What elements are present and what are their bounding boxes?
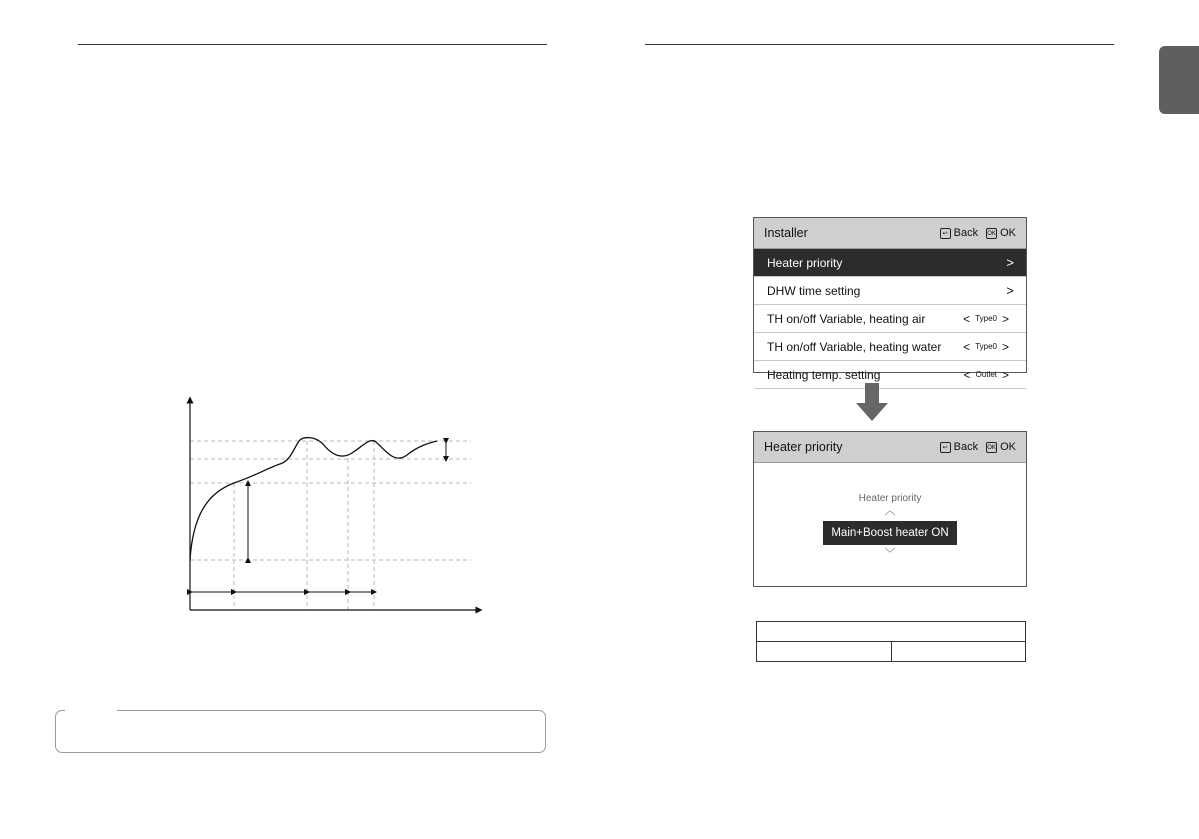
chevron-left-icon[interactable]: <: [963, 339, 971, 354]
menu-item-heater-priority[interactable]: [754, 249, 1026, 277]
note-title-gap: [65, 706, 117, 714]
ok-label: OK: [1000, 441, 1016, 453]
back-label: Back: [953, 227, 979, 239]
temperature-curve-diagram: [175, 392, 495, 622]
installer-header: [754, 218, 1026, 249]
back-button[interactable]: [940, 227, 978, 239]
value-text: Type0: [975, 314, 997, 323]
menu-item-label: TH on/off Variable, heating water: [767, 339, 942, 354]
note-box: [55, 710, 546, 753]
back-label: Back: [953, 441, 979, 453]
value-selector[interactable]: [958, 340, 1014, 354]
back-arrow-icon: ↩: [940, 442, 951, 453]
back-button[interactable]: [940, 441, 978, 453]
back-arrow-icon: ↩: [940, 228, 951, 239]
table-header-cell: [757, 622, 1026, 642]
screen-title: Heater priority: [764, 440, 843, 454]
table-header-row: [757, 622, 1026, 642]
picker-selected-value[interactable]: Main+Boost heater ON: [823, 521, 957, 545]
left-page-top-rule: [78, 44, 547, 45]
value-text: Type0: [975, 342, 997, 351]
menu-item-label: DHW time setting: [767, 283, 861, 298]
menu-item-th-heating-air[interactable]: [754, 305, 1026, 333]
value-selector[interactable]: [959, 368, 1014, 382]
down-arrow-icon: [856, 383, 888, 423]
screen-title: Installer: [764, 226, 808, 240]
language-thumb-tab: [1159, 46, 1199, 114]
heater-priority-header: [754, 432, 1026, 463]
menu-item-heating-temp-setting[interactable]: [754, 361, 1026, 389]
chevron-up-icon[interactable]: ︿: [884, 505, 896, 517]
ok-box-icon: OK: [986, 442, 997, 453]
value-selector[interactable]: [958, 312, 1014, 326]
table-cell: [757, 642, 892, 662]
menu-item-th-heating-water[interactable]: [754, 333, 1026, 361]
chevron-left-icon[interactable]: <: [963, 311, 971, 326]
ok-button[interactable]: [986, 227, 1016, 239]
chevron-left-icon[interactable]: <: [963, 367, 971, 382]
temperature-curve: [190, 438, 437, 560]
value-text: Outlet: [975, 370, 997, 379]
menu-item-label: Heating temp. setting: [767, 367, 881, 382]
menu-item-dhw-time-setting[interactable]: [754, 277, 1026, 305]
chevron-right-icon: >: [1006, 283, 1014, 298]
right-page-top-rule: [645, 44, 1114, 45]
chevron-right-icon[interactable]: >: [1001, 339, 1009, 354]
menu-item-label: TH on/off Variable, heating air: [767, 311, 926, 326]
chevron-right-icon[interactable]: >: [1001, 367, 1009, 382]
heater-priority-screen: [753, 431, 1027, 587]
chevron-right-icon[interactable]: >: [1001, 311, 1009, 326]
ok-label: OK: [1000, 227, 1016, 239]
value-picker: [754, 463, 1026, 588]
table-cell: [891, 642, 1026, 662]
chevron-down-icon[interactable]: ﹀: [884, 548, 896, 560]
picker-label: Heater priority: [858, 493, 922, 504]
settings-table: [756, 621, 1026, 662]
menu-item-label: Heater priority: [767, 255, 843, 270]
table-row: [757, 642, 1026, 662]
ok-box-icon: OK: [986, 228, 997, 239]
ok-button[interactable]: [986, 441, 1016, 453]
chevron-right-icon: >: [1006, 255, 1014, 270]
installer-screen: [753, 217, 1027, 382]
